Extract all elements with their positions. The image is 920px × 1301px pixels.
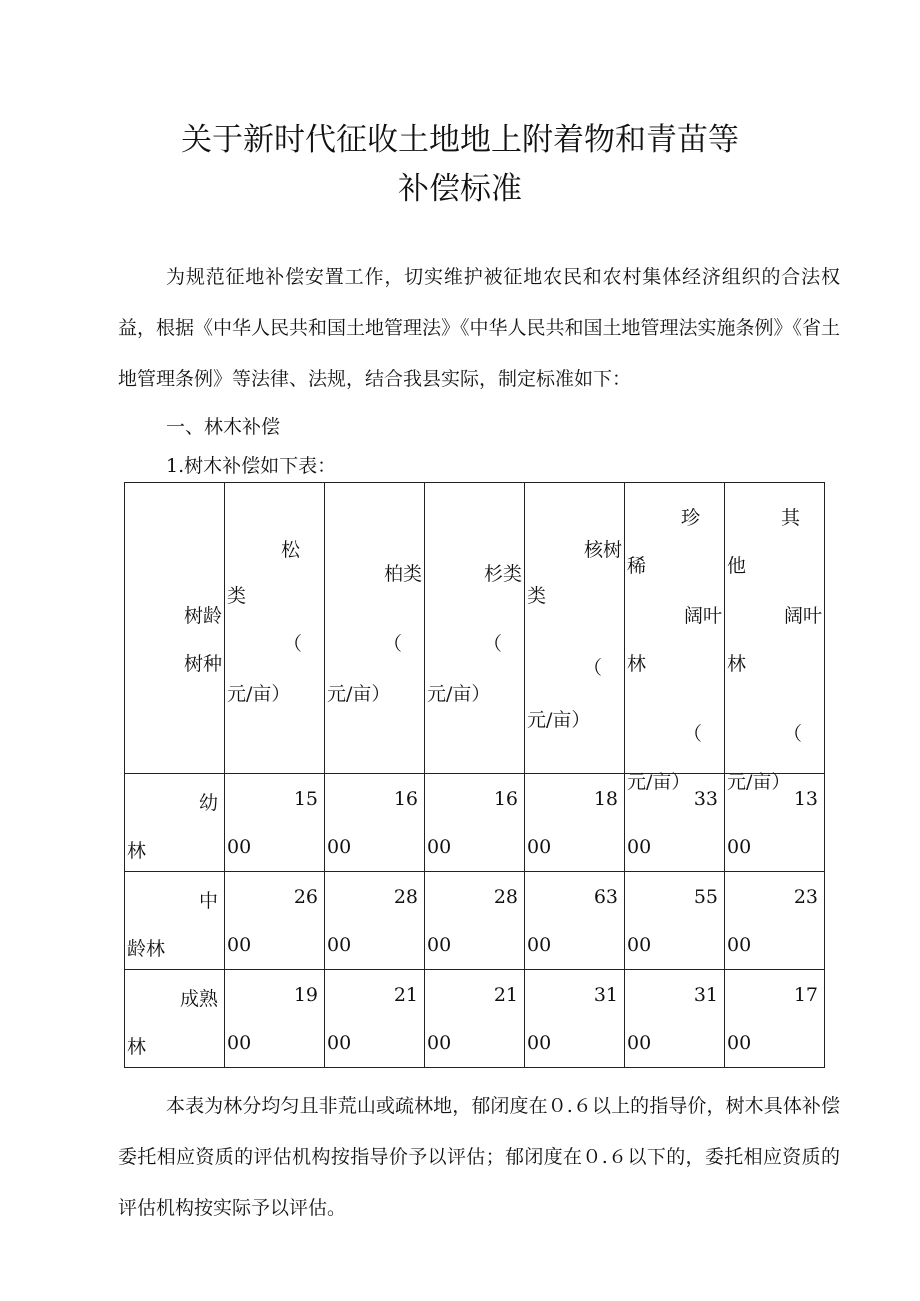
cell-value: 00 [427, 934, 452, 956]
header-text: 类 [227, 585, 247, 607]
table-cell [725, 872, 825, 970]
row-label-text: 幼 [198, 792, 218, 814]
cell-value: 00 [427, 1032, 452, 1054]
row-label-text: 龄林 [127, 938, 166, 960]
header-text: 核树 [583, 539, 622, 561]
cell-value: 13 [793, 788, 818, 810]
table-cell [425, 774, 525, 872]
cell-value: 00 [327, 836, 352, 858]
header-text: 元/亩） [227, 683, 291, 705]
header-text: （ [782, 723, 802, 745]
header-text: （ [382, 633, 402, 655]
header-cell-rare-broadleaf [625, 483, 725, 793]
header-text: 元/亩） [527, 709, 591, 731]
cell-value: 00 [527, 836, 552, 858]
header-text: 元/亩） [727, 771, 791, 793]
row-label-text: 成熟 [179, 988, 218, 1010]
cell-value: 00 [527, 934, 552, 956]
header-text: 元/亩） [427, 683, 491, 705]
cell-value: 28 [393, 886, 418, 908]
header-text: 阔叶 [783, 605, 822, 627]
cell-value: 00 [727, 1032, 752, 1054]
table-cell [525, 970, 625, 1068]
cell-value: 00 [227, 1032, 252, 1054]
cell-value: 00 [727, 836, 752, 858]
corner-label-age: 树龄 [183, 605, 222, 627]
cell-value: 00 [327, 934, 352, 956]
cell-value: 15 [293, 788, 318, 810]
header-text: 元/亩） [627, 771, 691, 793]
header-text: 松 [280, 539, 300, 561]
header-text: 稀 [627, 555, 647, 577]
note-paragraph: 本表为林分均匀且非荒山或疏林地，郁闭度在０.６以上的指导价，树木具体补偿委托相应资质的评估机构按指导价予以评估；郁闭度在０.６以下的，委托相应资质的评估机构按实际予以评估。 [118, 1095, 840, 1219]
row-label-text: 中 [198, 890, 218, 912]
row-label-cell [125, 970, 225, 1068]
cell-value: 00 [627, 934, 652, 956]
table-cell [325, 774, 425, 872]
cell-value: 00 [227, 836, 252, 858]
cell-value: 18 [593, 788, 618, 810]
header-text: 其 [780, 507, 800, 529]
cell-value: 19 [293, 984, 318, 1006]
row-label-text: 林 [127, 840, 147, 862]
cell-value: 55 [693, 886, 718, 908]
cell-value: 33 [693, 788, 718, 810]
cell-value: 21 [393, 984, 418, 1006]
cell-value: 00 [227, 934, 252, 956]
cell-value: 31 [593, 984, 618, 1006]
header-cell-other-broadleaf [725, 483, 825, 793]
cell-value: 00 [727, 934, 752, 956]
table-cell [225, 970, 325, 1068]
cell-value: 26 [293, 886, 318, 908]
header-text: 元/亩） [327, 683, 391, 705]
header-cell-cypress [325, 483, 425, 774]
row-label-cell [125, 872, 225, 970]
table-cell [425, 872, 525, 970]
header-text: （ [682, 723, 702, 745]
header-cell-walnut [525, 483, 625, 774]
cell-value: 28 [493, 886, 518, 908]
table-cell [425, 970, 525, 1068]
table-cell [725, 774, 825, 872]
header-text: 杉类 [483, 563, 522, 585]
table-cell [225, 872, 325, 970]
intro-paragraph: 为规范征地补偿安置工作，切实维护被征地农民和农村集体经济组织的合法权益，根据《中华人民共和国土地管理法》《中华人民共和国土地管理法实施条例》《省土地管理条例》等法律、法规，结合我县实际，制定标准如下： [118, 266, 841, 390]
header-cell-pine [225, 483, 325, 774]
header-text: （ [482, 633, 502, 655]
row-label-text: 林 [127, 1036, 147, 1058]
cell-value: 00 [627, 836, 652, 858]
row-label-cell [125, 774, 225, 872]
cell-value: 00 [327, 1032, 352, 1054]
section-heading-forest-compensation: 一、林木补偿 [166, 416, 281, 438]
header-text: （ [282, 633, 302, 655]
header-cell-fir [425, 483, 525, 774]
table-cell [625, 774, 725, 872]
table-cell [625, 970, 725, 1068]
header-text: 珍 [680, 507, 700, 529]
header-text: （ [582, 657, 602, 679]
header-corner-cell [125, 483, 225, 774]
table-cell [725, 970, 825, 1068]
cell-value: 63 [593, 886, 618, 908]
cell-value: 23 [793, 886, 818, 908]
header-text: 柏类 [383, 563, 422, 585]
table-cell [325, 872, 425, 970]
cell-value: 31 [693, 984, 718, 1006]
cell-value: 17 [793, 984, 818, 1006]
table-cell [625, 872, 725, 970]
cell-value: 16 [393, 788, 418, 810]
header-text: 阔叶 [683, 605, 722, 627]
table-cell [225, 774, 325, 872]
header-text: 类 [527, 585, 547, 607]
table-row-mature [125, 970, 825, 1068]
cell-value: 00 [527, 1032, 552, 1054]
subsection-heading-tree-compensation: 1.树木补偿如下表： [166, 455, 337, 477]
document-title-line1: 关于新时代征收土地地上附着物和青苗等 [181, 122, 739, 158]
document-title-line2: 补偿标准 [398, 171, 522, 207]
tree-compensation-table [124, 482, 825, 1068]
header-text: 林 [727, 653, 747, 675]
table-cell [525, 774, 625, 872]
cell-value: 00 [427, 836, 452, 858]
table-row-young [125, 774, 825, 872]
cell-value: 21 [493, 984, 518, 1006]
table-header-row [125, 483, 825, 774]
table-cell [525, 872, 625, 970]
header-text: 他 [727, 555, 747, 577]
cell-value: 16 [493, 788, 518, 810]
header-text: 林 [627, 653, 647, 675]
table-cell [325, 970, 425, 1068]
cell-value: 00 [627, 1032, 652, 1054]
corner-label-species: 树种 [183, 653, 222, 675]
table-row-middle-aged [125, 872, 825, 970]
